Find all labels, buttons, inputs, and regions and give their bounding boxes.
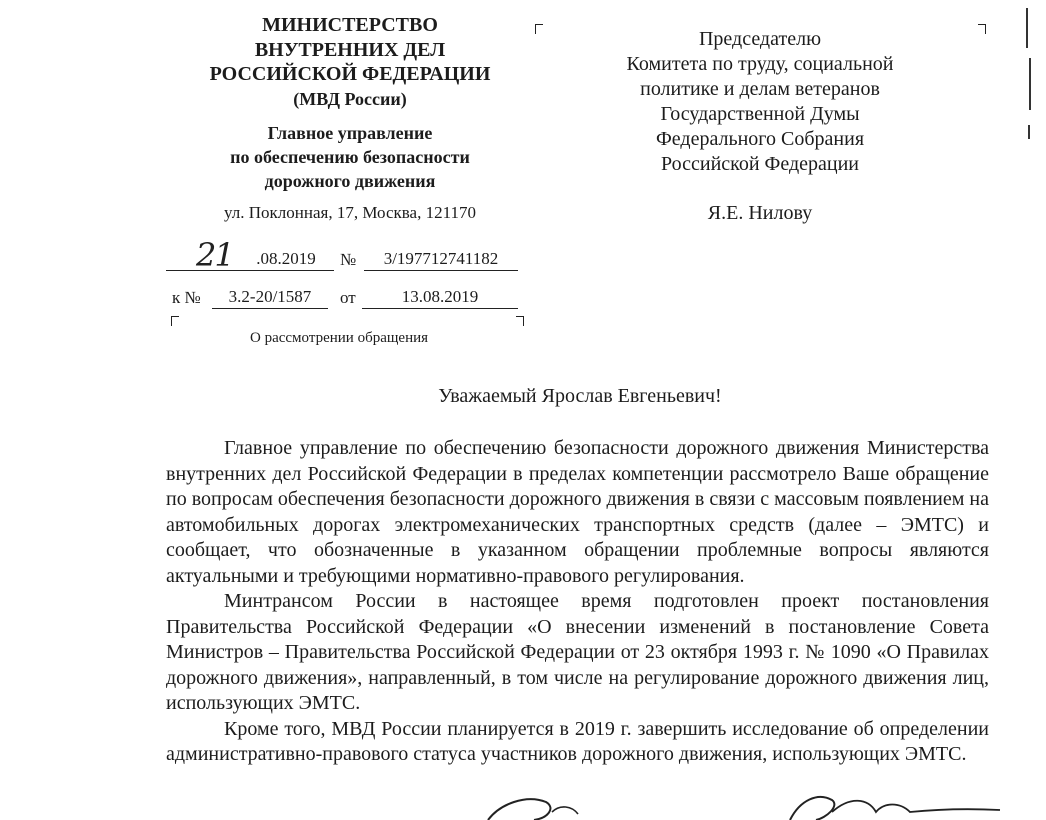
signature-stroke xyxy=(790,797,834,820)
corner-mark xyxy=(171,316,179,326)
recipient-name: Я.Е. Нилову xyxy=(707,202,813,224)
outgoing-date: .08.2019 xyxy=(238,249,334,271)
recipient-line: Российской Федерации xyxy=(660,153,860,175)
signature-stroke xyxy=(488,799,550,820)
corner-mark xyxy=(535,24,543,34)
ref-date: 13.08.2019 xyxy=(362,287,518,309)
sender-department xyxy=(150,121,550,193)
recipient-line: Федерального Собрания xyxy=(655,128,865,150)
signature-stroke xyxy=(552,807,578,814)
dept-line: по обеспечению безопасности xyxy=(230,147,470,167)
day-underline xyxy=(166,270,238,271)
scan-edge-mark xyxy=(1029,58,1031,110)
org-line: МИНИСТЕРСТВО xyxy=(262,14,438,36)
dept-line: Главное управление xyxy=(267,123,433,143)
number-label: № xyxy=(340,250,357,269)
signature-strokes xyxy=(460,790,1040,820)
recipient-line: политике и делам ветеранов xyxy=(640,78,880,100)
handwritten-day: 21 xyxy=(196,236,233,274)
ref-from-label: от xyxy=(340,288,356,307)
recipient-line: Комитета по труду, социальной xyxy=(626,53,894,75)
corner-mark xyxy=(516,316,524,326)
greeting: Уважаемый Ярослав Евгеньевич! xyxy=(438,385,722,407)
dept-line: дорожного движения xyxy=(264,171,436,191)
org-line: ВНУТРЕННИХ ДЕЛ xyxy=(254,38,446,61)
letter-body xyxy=(166,436,989,768)
scan-edge-mark xyxy=(1026,8,1028,48)
sender-organization xyxy=(150,13,550,111)
body-paragraph: Главное управление по обеспечению безопасности дорожного движения Министерства внутренних дел Российской Федерации в пределах компетенции рассмотрело Ваше обращение по вопросам обеспечения безопасности дорожного движения в связи с массовым появлением на автомобильных дорогах электромеханических транспортных средств (далее – ЭМТС) и сообщает, что обозначенные в указанном обращении проблемные вопросы являются актуальными и требующими нормативно-правового регулирования. xyxy=(166,437,989,587)
body-paragraph: Кроме того, МВД России планируется в 2019 г. завершить исследование об определении административно-правового статуса участников дорожного движения, использующих ЭМТС. xyxy=(166,717,989,765)
scan-edge-mark xyxy=(1028,125,1030,139)
ref-label: к № xyxy=(172,288,201,307)
org-line: (МВД России) xyxy=(293,88,407,109)
recipient-line: Государственной Думы xyxy=(660,103,860,125)
sender-address: ул. Поклонная, 17, Москва, 121170 xyxy=(224,203,476,222)
corner-mark xyxy=(978,24,986,34)
signature-stroke xyxy=(832,801,1000,812)
outgoing-number: 3/197712741182 xyxy=(364,249,518,271)
org-line: РОССИЙСКОЙ ФЕДЕРАЦИИ xyxy=(209,63,491,85)
body-paragraph: Минтрансом России в настоящее время подготовлен проект постановления Правительства Российской Федерации «О внесении изменений в постановление Совета Министров – Правительства Российской Федерации от 23 октября 1993 г. № 1090 «О Правилах дорожного движения», направленный, в том числе на регулирование дорожного движения лиц, использующих ЭМТС. xyxy=(166,590,989,714)
ref-number: 3.2-20/1587 xyxy=(212,287,328,309)
recipient-line: Председателю xyxy=(698,28,822,50)
recipient-block xyxy=(560,27,960,177)
letter-subject: О рассмотрении обращения xyxy=(250,330,429,346)
